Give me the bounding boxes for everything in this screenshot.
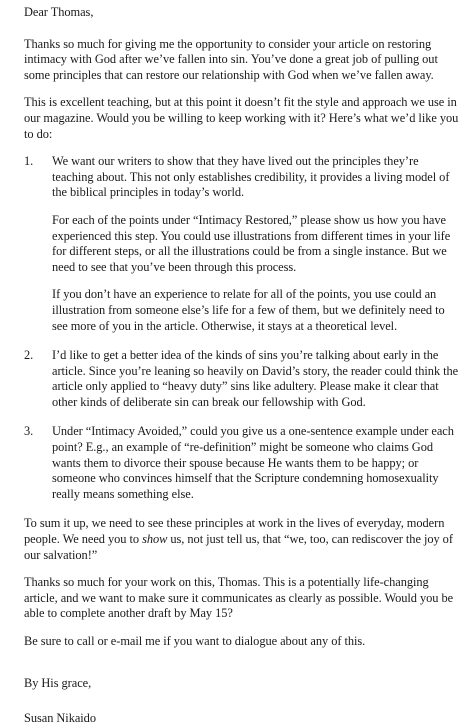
list-item: [24, 424, 460, 502]
point-paragraph: I’d like to get a better idea of the kinds of sins you’re talking about early in the article. Since you’re leaning so heavily on David’s story, the reader could think the article only applied to “heavy duty” sins like adultery. Please make it clear that other kinds of deliberate sin can break our fellowship with God.: [52, 348, 459, 409]
summary-text-after: us, not just tell us, that “we, too, can rediscover the joy of our salvation!”: [24, 532, 453, 562]
contact-paragraph: Be sure to call or e-mail me if you want to dialogue about any of this.: [24, 634, 366, 648]
point-paragraph: Under “Intimacy Avoided,” could you give us a one-sentence example under each point? E.g., an example of “re-definition” might be someone who claims God wants them to divorce their spouse because He wants them to be happy; or someone who convinces himself that the Scripture condemning homosexuality really means something else.: [52, 424, 454, 501]
list-item: [24, 154, 460, 334]
summary-paragraph: [24, 516, 460, 563]
revision-points-list: [24, 154, 460, 502]
summary-text-before: To sum it up, we need to see these principles at work in the lives of everyday, modern people. We need you to: [24, 516, 445, 547]
list-item-number: 1.: [24, 154, 34, 169]
list-item-number: 2.: [24, 348, 34, 363]
point-paragraph: For each of the points under “Intimacy Restored,” please show us how you have experienced this step. You could use illustrations from different times in your life for different steps, or all the illustrations could be from a single instance. But we need to see that you’ve been through this process.: [52, 212, 451, 274]
point-paragraph: We want our writers to show that they have lived out the principles they’re teaching about. This not only establishes credibility, it provides a living model of the biblical principles in today’s world.: [52, 154, 450, 200]
point-paragraph: If you don’t have an experience to relate for all of the points, you use could an illustration from someone else’s life for a few of them, but we definitely need to see more of you in the article. Otherwise, it stays at a theoretical level.: [52, 287, 445, 333]
list-item-number: 3.: [24, 424, 34, 439]
summary-emphasis: show: [142, 532, 168, 547]
closing-line: By His grace,: [24, 675, 92, 690]
intro-paragraph: Thanks so much for giving me the opportunity to consider your article on restoring intimacy with God after we’ve fallen into sin. You’ve done a great job of pulling out some principles that can restore our relationship with God when we’ve fallen away.: [24, 36, 438, 82]
thanks-paragraph: Thanks so much for your work on this, Thomas. This is a potentially life-changing article, and we want to make sure it communicates as clearly as possible. Would you be able to complete another draft by May 15?: [24, 575, 454, 621]
request-paragraph: This is excellent teaching, but at this point it doesn’t fit the style and approach we use in our magazine. Would you be willing to keep working with it? Here’s what we’d like you to do:: [24, 95, 459, 141]
signature-name: Susan Nikaido: [24, 711, 96, 726]
list-item: [24, 348, 460, 410]
salutation: Dear Thomas,: [24, 5, 94, 19]
